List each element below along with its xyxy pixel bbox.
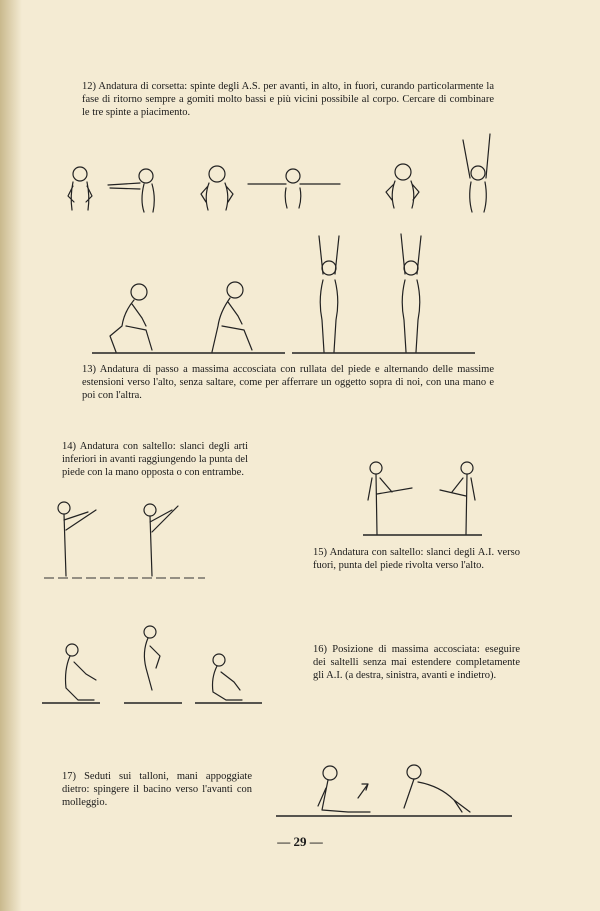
exercise-13-illustration: [92, 234, 475, 353]
exercise-12-text: 12) Andatura di corsetta: spinte degli A.S. per avanti, in alto, in fuori, curando particolarmente la fase di ritorno sempre a gomiti molto bassi e più vicini possibile al corpo. Cercare di combinare le tre spinte a piacimento.: [82, 81, 494, 119]
exercise-12-illustration: [68, 134, 490, 212]
exercise-15-illustration: [363, 462, 482, 535]
exercise-16-illustration: [42, 626, 262, 703]
exercise-14-illustration: [44, 502, 205, 578]
exercise-17-illustration: [276, 765, 512, 816]
exercise-15-text: 15) Andatura con saltello: slanci degli A.I. verso fuori, punta del piede rivolta verso l'alto.: [313, 547, 520, 572]
page-number: — 29 —: [277, 834, 323, 849]
exercise-14-text: 14) Andatura con saltello: slanci degli arti inferiori in avanti raggiungendo la punta del piede con la mano opposta o con entrambe.: [62, 441, 248, 479]
exercise-16-text: 16) Posizione di massima accosciata: eseguire dei saltelli senza mai estendere completamente gli A.I. (a destra, sinistra, avanti e indietro).: [313, 644, 520, 682]
exercise-17-text: 17) Seduti sui talloni, mani appoggiate dietro: spingere il bacino verso l'avanti con molleggio.: [62, 771, 252, 809]
exercise-13-text: 13) Andatura di passo a massima accosciata con rullata del piede e alternando delle massime estensioni verso l'alto, senza saltare, come per afferrare un oggetto sopra di noi, con una mano e poi con l'altra.: [82, 364, 494, 402]
